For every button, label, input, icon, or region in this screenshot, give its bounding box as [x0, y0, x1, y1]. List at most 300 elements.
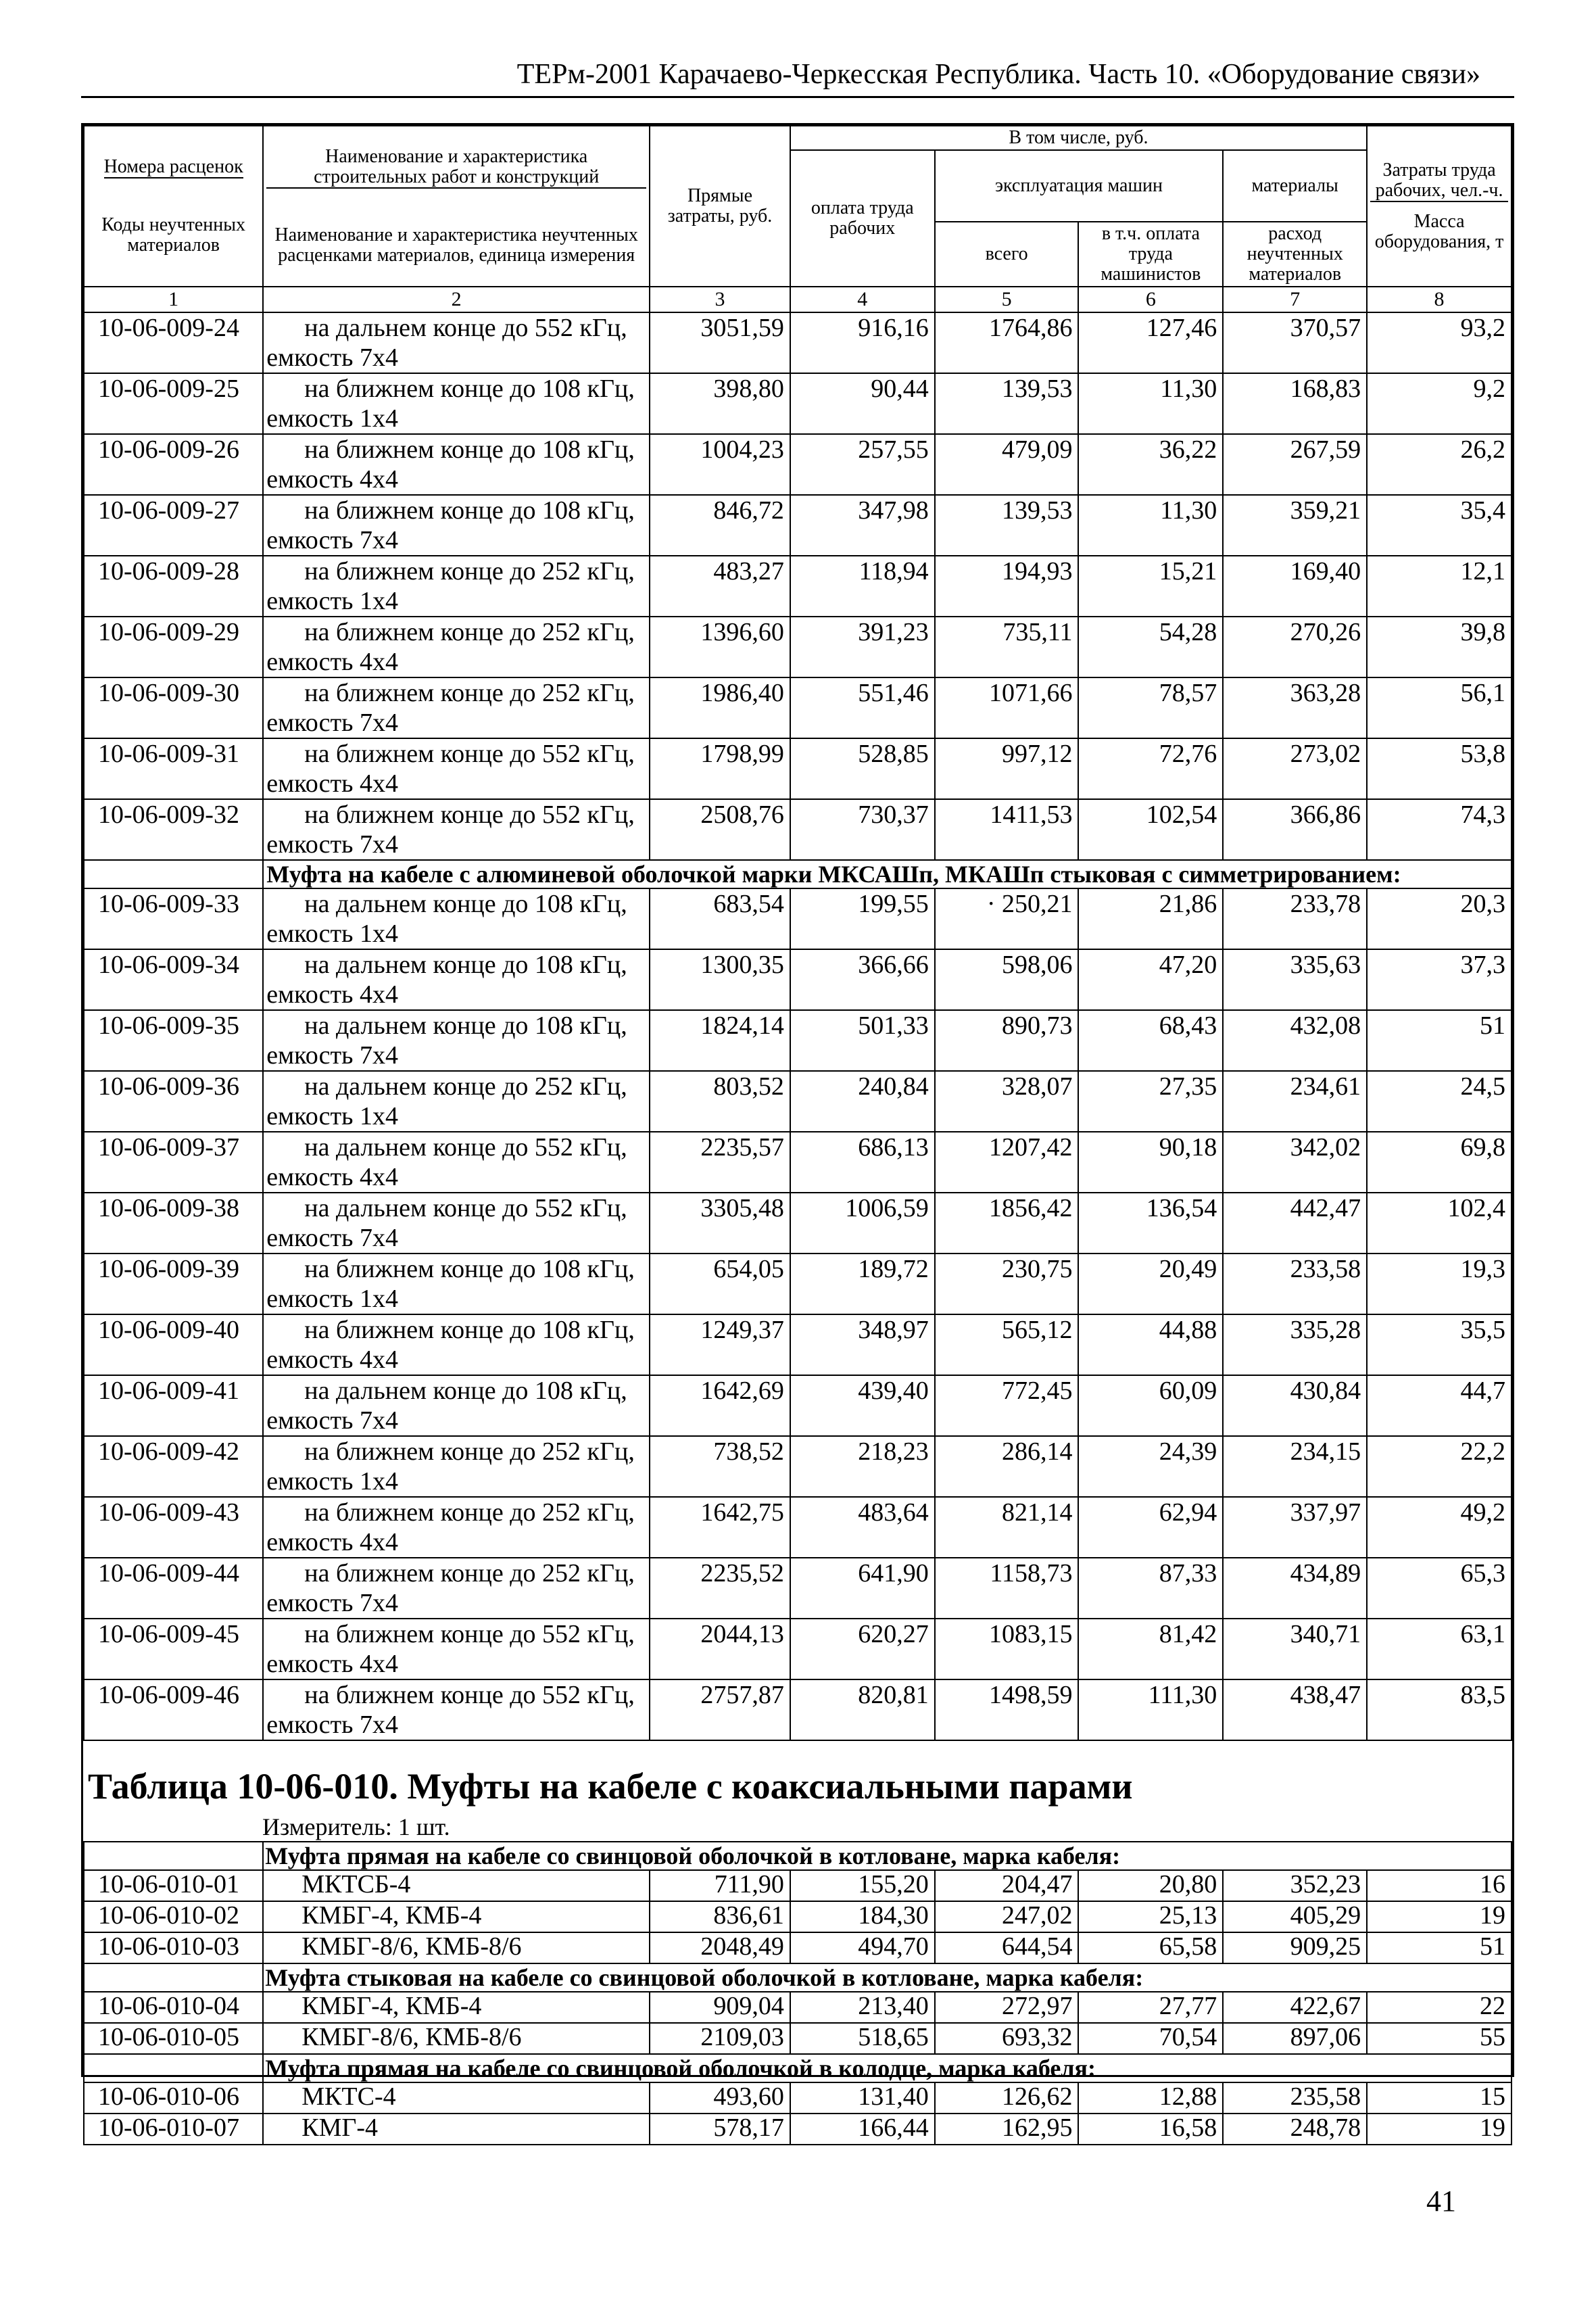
section-lead-cell	[84, 1963, 263, 1992]
description-line-1: на ближнем конце до 108 кГц,	[304, 375, 635, 403]
value-cell: 430,84	[1223, 1375, 1367, 1436]
rates-table	[81, 123, 1514, 2142]
value-cell: 233,78	[1223, 888, 1367, 949]
value-cell: 272,97	[935, 1992, 1079, 2023]
section-lead-cell	[84, 860, 263, 888]
table-row	[84, 1679, 1512, 1740]
value-cell: 44,88	[1078, 1314, 1223, 1375]
value-cell: 528,85	[790, 738, 935, 799]
rate-code: 10-06-009-30	[84, 677, 263, 738]
rate-description	[263, 1071, 650, 1132]
value-cell: 442,47	[1223, 1193, 1367, 1254]
header-rule	[81, 96, 1514, 98]
description-line-1: на дальнем конце до 552 кГц,	[304, 1133, 627, 1162]
value-cell: 836,61	[650, 1901, 790, 1932]
value-cell: 1158,73	[935, 1558, 1079, 1619]
description-line-2: емкость 4х4	[266, 1650, 398, 1678]
rate-code: 10-06-009-25	[84, 373, 263, 434]
table-row	[84, 1010, 1512, 1071]
value-cell: 81,42	[1078, 1619, 1223, 1679]
section-row	[84, 1842, 1512, 1870]
value-cell: 20,49	[1078, 1254, 1223, 1314]
value-cell: 240,84	[790, 1071, 935, 1132]
value-cell: 916,16	[790, 312, 935, 373]
value-cell: 1083,15	[935, 1619, 1079, 1679]
value-cell: 12,88	[1078, 2082, 1223, 2114]
rate-description: КМБГ-8/6, КМБ-8/6	[263, 2023, 650, 2054]
table-row	[84, 1254, 1512, 1314]
value-cell: 693,32	[935, 2023, 1079, 2054]
table-row	[84, 799, 1512, 860]
table-row	[84, 1314, 1512, 1375]
value-cell: 1986,40	[650, 677, 790, 738]
rate-code: 10-06-009-26	[84, 434, 263, 495]
description-line-1: на ближнем конце до 552 кГц,	[304, 1681, 635, 1709]
value-cell: 432,08	[1223, 1010, 1367, 1071]
section-title: Муфта прямая на кабеле со свинцовой оболочкой в колодце, марка кабеля:	[263, 2054, 1512, 2082]
value-cell: 494,70	[790, 1932, 935, 1963]
rate-code: 10-06-009-43	[84, 1497, 263, 1558]
description-line-2: емкость 1х4	[266, 1285, 398, 1313]
col-num: 2	[263, 287, 650, 312]
section-row	[84, 1963, 1512, 1992]
rate-description: МКТС-4	[263, 2082, 650, 2114]
value-cell: 199,55	[790, 888, 935, 949]
value-cell: 370,57	[1223, 312, 1367, 373]
value-cell: 37,3	[1367, 949, 1512, 1010]
description-line-1: на ближнем конце до 252 кГц,	[304, 1437, 635, 1466]
value-cell: 686,13	[790, 1132, 935, 1193]
value-cell: 218,23	[790, 1436, 935, 1497]
rate-description	[263, 434, 650, 495]
value-cell: 820,81	[790, 1679, 935, 1740]
value-cell: 890,73	[935, 1010, 1079, 1071]
col-1-top: Номера расценок	[103, 156, 243, 177]
value-cell: 15,21	[1078, 556, 1223, 617]
table-row	[84, 949, 1512, 1010]
value-cell: 2044,13	[650, 1619, 790, 1679]
table-row	[84, 1870, 1512, 1901]
description-line-1: на дальнем конце до 252 кГц,	[304, 1072, 627, 1101]
table-row	[84, 556, 1512, 617]
description-line-2: емкость 4х4	[266, 1528, 398, 1556]
value-cell: 83,5	[1367, 1679, 1512, 1740]
value-cell: 348,97	[790, 1314, 935, 1375]
value-cell: 620,27	[790, 1619, 935, 1679]
description-line-2: емкость 7х4	[266, 1041, 398, 1070]
col-7-header: расход неучтенных материалов	[1223, 222, 1367, 287]
value-cell: 55	[1367, 2023, 1512, 2054]
value-cell: 641,90	[790, 1558, 935, 1619]
rate-description	[263, 1558, 650, 1619]
rate-description: КМБГ-4, КМБ-4	[263, 1901, 650, 1932]
value-cell: 16,58	[1078, 2114, 1223, 2145]
value-cell: 578,17	[650, 2114, 790, 2145]
value-cell: 551,46	[790, 677, 935, 738]
value-cell: 194,93	[935, 556, 1079, 617]
description-line-2: емкость 4х4	[266, 769, 398, 798]
value-cell: 15	[1367, 2082, 1512, 2114]
value-cell: 909,25	[1223, 1932, 1367, 1963]
value-cell: 422,67	[1223, 1992, 1367, 2023]
col-1-header	[84, 126, 263, 287]
description-line-2: емкость 7х4	[266, 1711, 398, 1739]
value-cell: 493,60	[650, 2082, 790, 2114]
value-cell: 772,45	[935, 1375, 1079, 1436]
rate-code: 10-06-009-39	[84, 1254, 263, 1314]
table-row	[84, 2114, 1512, 2145]
value-cell: 68,43	[1078, 1010, 1223, 1071]
value-cell: 1207,42	[935, 1132, 1079, 1193]
value-cell: 53,8	[1367, 738, 1512, 799]
rate-description	[263, 888, 650, 949]
rate-code: 10-06-009-32	[84, 799, 263, 860]
materials-header: материалы	[1223, 150, 1367, 222]
measure-unit: Измеритель: 1 шт.	[262, 1813, 450, 1840]
value-cell: 1249,37	[650, 1314, 790, 1375]
table-row	[84, 888, 1512, 949]
col-num: 5	[935, 287, 1079, 312]
table-row	[84, 1901, 1512, 1932]
value-cell: 286,14	[935, 1436, 1079, 1497]
value-cell: 846,72	[650, 495, 790, 556]
value-cell: 359,21	[1223, 495, 1367, 556]
value-cell: 131,40	[790, 2082, 935, 2114]
value-cell: 644,54	[935, 1932, 1079, 1963]
value-cell: 2048,49	[650, 1932, 790, 1963]
table-row	[84, 495, 1512, 556]
value-cell: 169,40	[1223, 556, 1367, 617]
table-row	[84, 1932, 1512, 1963]
value-cell: 63,1	[1367, 1619, 1512, 1679]
value-cell: 62,94	[1078, 1497, 1223, 1558]
section-title: Муфта на кабеле с алюминевой оболочкой марки МКСАШп, МКАШп стыковая с симметрированием:	[263, 860, 1512, 888]
value-cell: 897,06	[1223, 2023, 1367, 2054]
description-line-2: емкость 4х4	[266, 980, 398, 1009]
value-cell: 1642,75	[650, 1497, 790, 1558]
value-cell: 391,23	[790, 617, 935, 677]
value-cell: 36,22	[1078, 434, 1223, 495]
rate-code: 10-06-009-44	[84, 1558, 263, 1619]
value-cell: 184,30	[790, 1901, 935, 1932]
value-cell: 155,20	[790, 1870, 935, 1901]
rate-description	[263, 1375, 650, 1436]
value-cell: 730,37	[790, 799, 935, 860]
rate-description: КМБГ-8/6, КМБ-8/6	[263, 1932, 650, 1963]
value-cell: 22,2	[1367, 1436, 1512, 1497]
value-cell: 1824,14	[650, 1010, 790, 1071]
table-row	[84, 434, 1512, 495]
rate-code: 10-06-010-05	[84, 2023, 263, 2054]
rate-description	[263, 1619, 650, 1679]
rate-description	[263, 617, 650, 677]
rate-code: 10-06-010-01	[84, 1870, 263, 1901]
section-lead-cell	[84, 1842, 263, 1870]
value-cell: 1764,86	[935, 312, 1079, 373]
value-cell: 439,40	[790, 1375, 935, 1436]
value-cell: 501,33	[790, 1010, 935, 1071]
table-row	[84, 1132, 1512, 1193]
value-cell: 39,8	[1367, 617, 1512, 677]
description-line-2: емкость 7х4	[266, 1406, 398, 1435]
value-cell: 405,29	[1223, 1901, 1367, 1932]
description-line-2: емкость 4х4	[266, 465, 398, 494]
value-cell: 342,02	[1223, 1132, 1367, 1193]
description-line-2: емкость 7х4	[266, 343, 398, 372]
rate-code: 10-06-009-28	[84, 556, 263, 617]
value-cell: 20,3	[1367, 888, 1512, 949]
description-line-2: емкость 1х4	[266, 920, 398, 948]
value-cell: 21,86	[1078, 888, 1223, 949]
description-line-1: на ближнем конце до 552 кГц,	[304, 801, 635, 829]
value-cell: 24,5	[1367, 1071, 1512, 1132]
value-cell: 1642,69	[650, 1375, 790, 1436]
value-cell: · 250,21	[935, 888, 1079, 949]
value-cell: 483,64	[790, 1497, 935, 1558]
rate-description	[263, 738, 650, 799]
description-line-1: на дальнем конце до 552 кГц,	[304, 314, 627, 342]
value-cell: 438,47	[1223, 1679, 1367, 1740]
value-cell: 102,54	[1078, 799, 1223, 860]
rate-code: 10-06-009-33	[84, 888, 263, 949]
rate-description	[263, 1254, 650, 1314]
value-cell: 479,09	[935, 434, 1079, 495]
value-cell: 19	[1367, 1901, 1512, 1932]
value-cell: 335,63	[1223, 949, 1367, 1010]
rate-description	[263, 373, 650, 434]
rate-code: 10-06-009-34	[84, 949, 263, 1010]
value-cell: 19,3	[1367, 1254, 1512, 1314]
value-cell: 65,58	[1078, 1932, 1223, 1963]
description-line-1: на ближнем конце до 108 кГц,	[304, 1316, 635, 1344]
value-cell: 1300,35	[650, 949, 790, 1010]
value-cell: 118,94	[790, 556, 935, 617]
value-cell: 47,20	[1078, 949, 1223, 1010]
section-title: Муфта прямая на кабеле со свинцовой оболочкой в котловане, марка кабеля:	[263, 1842, 1512, 1870]
description-line-2: емкость 1х4	[266, 587, 398, 615]
value-cell: 74,3	[1367, 799, 1512, 860]
value-cell: 54,28	[1078, 617, 1223, 677]
value-cell: 2109,03	[650, 2023, 790, 2054]
value-cell: 102,4	[1367, 1193, 1512, 1254]
value-cell: 51	[1367, 1010, 1512, 1071]
value-cell: 483,27	[650, 556, 790, 617]
rate-description	[263, 799, 650, 860]
value-cell: 735,11	[935, 617, 1079, 677]
value-cell: 166,44	[790, 2114, 935, 2145]
value-cell: 398,80	[650, 373, 790, 434]
rate-code: 10-06-010-06	[84, 2082, 263, 2114]
machines-header: эксплуатация машин	[935, 150, 1224, 222]
value-cell: 139,53	[935, 495, 1079, 556]
table-row	[84, 1619, 1512, 1679]
value-cell: 328,07	[935, 1071, 1079, 1132]
description-line-2: емкость 4х4	[266, 648, 398, 676]
value-cell: 19	[1367, 2114, 1512, 2145]
value-cell: 1004,23	[650, 434, 790, 495]
table-row	[84, 1193, 1512, 1254]
value-cell: 22	[1367, 1992, 1512, 2023]
description-line-1: на ближнем конце до 552 кГц,	[304, 740, 635, 768]
description-line-1: на ближнем конце до 552 кГц,	[304, 1620, 635, 1648]
description-line-2: емкость 1х4	[266, 1467, 398, 1496]
value-cell: 3305,48	[650, 1193, 790, 1254]
table-row	[84, 1558, 1512, 1619]
value-cell: 518,65	[790, 2023, 935, 2054]
description-line-1: на ближнем конце до 252 кГц,	[304, 1498, 635, 1527]
rate-description	[263, 1436, 650, 1497]
page-header: ТЕРм-2001 Карачаево-Черкесская Республика. Часть 10. «Оборудование связи»	[516, 59, 1480, 90]
value-cell: 3051,59	[650, 312, 790, 373]
value-cell: 90,44	[790, 373, 935, 434]
value-cell: 233,58	[1223, 1254, 1367, 1314]
col-2-header	[263, 126, 650, 287]
incl-header: В том числе, руб.	[790, 126, 1367, 150]
value-cell: 273,02	[1223, 738, 1367, 799]
value-cell: 248,78	[1223, 2114, 1367, 2145]
rate-description: КМБГ-4, КМБ-4	[263, 1992, 650, 2023]
value-cell: 60,09	[1078, 1375, 1223, 1436]
table-row	[84, 677, 1512, 738]
rate-description	[263, 1132, 650, 1193]
value-cell: 270,26	[1223, 617, 1367, 677]
value-cell: 51	[1367, 1932, 1512, 1963]
rate-code: 10-06-009-36	[84, 1071, 263, 1132]
section-title: Муфта стыковая на кабеле со свинцовой оболочкой в котловане, марка кабеля:	[263, 1963, 1512, 1992]
col-num: 3	[650, 287, 790, 312]
description-line-1: на дальнем конце до 108 кГц,	[304, 1377, 627, 1405]
rate-code: 10-06-009-46	[84, 1679, 263, 1740]
value-cell: 70,54	[1078, 2023, 1223, 2054]
col-num: 7	[1223, 287, 1367, 312]
value-cell: 127,46	[1078, 312, 1223, 373]
value-cell: 598,06	[935, 949, 1079, 1010]
value-cell: 9,2	[1367, 373, 1512, 434]
value-cell: 1411,53	[935, 799, 1079, 860]
value-cell: 2757,87	[650, 1679, 790, 1740]
rate-description	[263, 949, 650, 1010]
value-cell: 1498,59	[935, 1679, 1079, 1740]
value-cell: 11,30	[1078, 373, 1223, 434]
rate-description	[263, 312, 650, 373]
value-cell: 136,54	[1078, 1193, 1223, 1254]
value-cell: 1006,59	[790, 1193, 935, 1254]
col-8-header	[1367, 126, 1512, 287]
value-cell: 189,72	[790, 1254, 935, 1314]
value-cell: 366,86	[1223, 799, 1367, 860]
value-cell: 234,15	[1223, 1436, 1367, 1497]
table-row	[84, 2082, 1512, 2114]
rate-description	[263, 1679, 650, 1740]
description-line-2: емкость 1х4	[266, 404, 398, 433]
table-row	[84, 738, 1512, 799]
table-row	[84, 1497, 1512, 1558]
description-line-1: на ближнем конце до 108 кГц,	[304, 496, 635, 525]
description-line-1: на дальнем конце до 552 кГц,	[304, 1194, 627, 1222]
value-cell: 247,02	[935, 1901, 1079, 1932]
value-cell: 126,62	[935, 2082, 1079, 2114]
value-cell: 352,23	[1223, 1870, 1367, 1901]
value-cell: 72,76	[1078, 738, 1223, 799]
value-cell: 27,35	[1078, 1071, 1223, 1132]
rate-code: 10-06-009-38	[84, 1193, 263, 1254]
rate-description	[263, 1193, 650, 1254]
table-row	[84, 312, 1512, 373]
table-title-row	[84, 1740, 1512, 1842]
description-line-2: емкость 7х4	[266, 830, 398, 859]
table-row	[84, 373, 1512, 434]
value-cell: 257,55	[790, 434, 935, 495]
value-cell: 565,12	[935, 1314, 1079, 1375]
description-line-1: на дальнем конце до 108 кГц,	[304, 951, 627, 979]
rate-code: 10-06-009-31	[84, 738, 263, 799]
rate-description	[263, 1010, 650, 1071]
rate-code: 10-06-010-04	[84, 1992, 263, 2023]
value-cell: 363,28	[1223, 677, 1367, 738]
col-8-top: Затраты труда рабочих, чел.-ч.	[1370, 160, 1508, 202]
value-cell: 139,53	[935, 373, 1079, 434]
rate-code: 10-06-010-02	[84, 1901, 263, 1932]
value-cell: 1856,42	[935, 1193, 1079, 1254]
page-number: 41	[1426, 2185, 1456, 2218]
value-cell: 93,2	[1367, 312, 1512, 373]
value-cell: 1396,60	[650, 617, 790, 677]
description-line-1: на ближнем конце до 252 кГц,	[304, 1559, 635, 1588]
description-line-1: на ближнем конце до 252 кГц,	[304, 557, 635, 586]
value-cell: 11,30	[1078, 495, 1223, 556]
value-cell: 434,89	[1223, 1558, 1367, 1619]
value-cell: 111,30	[1078, 1679, 1223, 1740]
value-cell: 234,61	[1223, 1071, 1367, 1132]
col-6-header: в т.ч. оплата труда машинистов	[1078, 222, 1223, 287]
section-lead-cell	[84, 2054, 263, 2082]
value-cell: 230,75	[935, 1254, 1079, 1314]
rate-code: 10-06-009-40	[84, 1314, 263, 1375]
col-num: 6	[1078, 287, 1223, 312]
rate-code: 10-06-009-24	[84, 312, 263, 373]
value-cell: 20,80	[1078, 1870, 1223, 1901]
rate-code: 10-06-010-07	[84, 2114, 263, 2145]
value-cell: 168,83	[1223, 373, 1367, 434]
value-cell: 213,40	[790, 1992, 935, 2023]
col-num: 4	[790, 287, 935, 312]
description-line-2: емкость 7х4	[266, 526, 398, 554]
value-cell: 26,2	[1367, 434, 1512, 495]
description-line-2: емкость 4х4	[266, 1345, 398, 1374]
value-cell: 35,5	[1367, 1314, 1512, 1375]
value-cell: 204,47	[935, 1870, 1079, 1901]
value-cell: 337,97	[1223, 1497, 1367, 1558]
description-line-1: на ближнем конце до 108 кГц,	[304, 1255, 635, 1283]
col-1-bottom: Коды неучтенных материалов	[101, 214, 246, 256]
description-line-2: емкость 7х4	[266, 709, 398, 737]
rate-description	[263, 677, 650, 738]
rate-description: КМГ-4	[263, 2114, 650, 2145]
value-cell: 87,33	[1078, 1558, 1223, 1619]
description-line-2: емкость 1х4	[266, 1102, 398, 1130]
table-row	[84, 1375, 1512, 1436]
rate-code: 10-06-009-27	[84, 495, 263, 556]
rate-description	[263, 495, 650, 556]
table-row	[84, 1071, 1512, 1132]
col-5-header: всего	[935, 222, 1079, 287]
value-cell: 35,4	[1367, 495, 1512, 556]
rate-code: 10-06-010-03	[84, 1932, 263, 1963]
table-row	[84, 1992, 1512, 2023]
rate-code: 10-06-009-35	[84, 1010, 263, 1071]
value-cell: 997,12	[935, 738, 1079, 799]
rate-code: 10-06-009-42	[84, 1436, 263, 1497]
